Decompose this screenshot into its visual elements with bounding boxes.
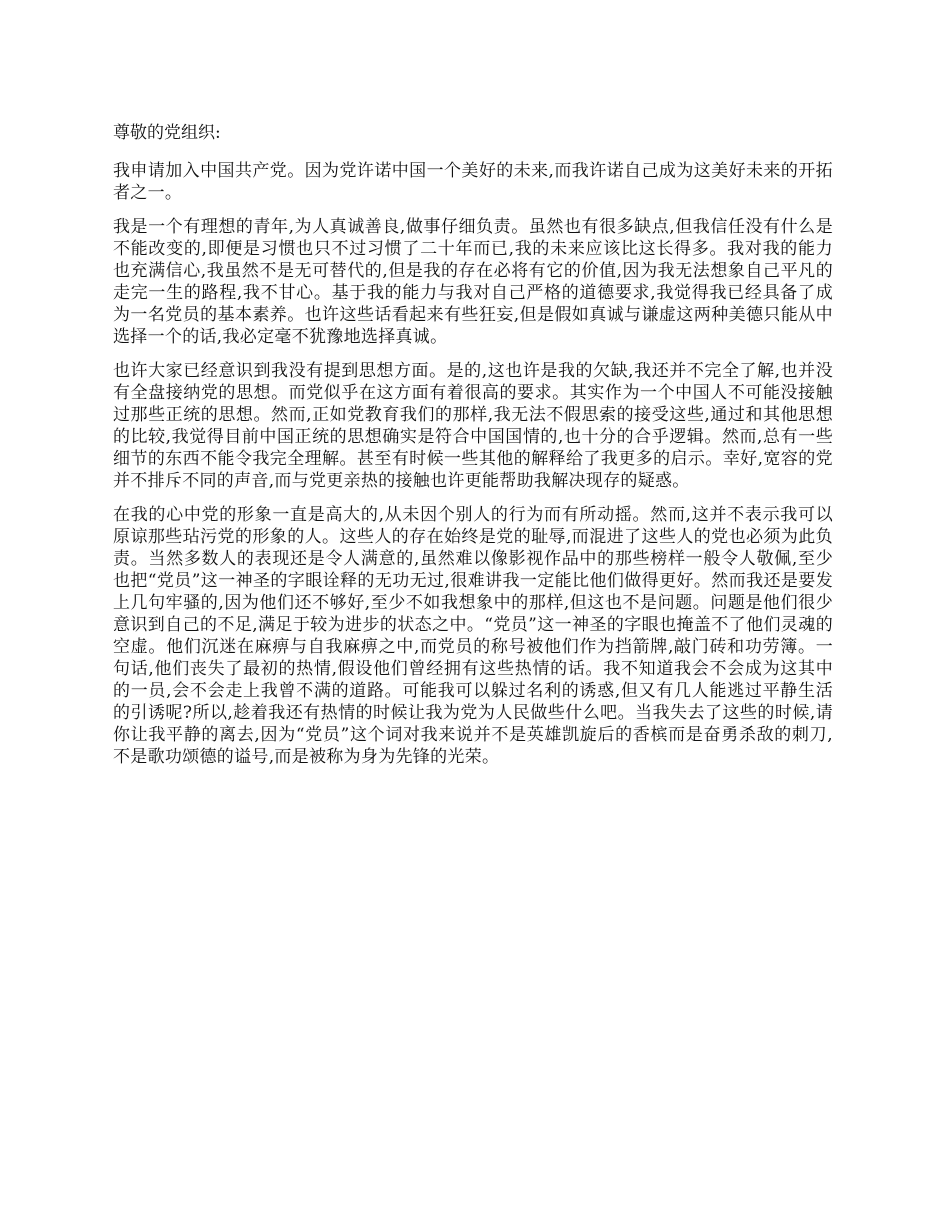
paragraph-2: 我是一个有理想的青年,为人真诚善良,做事仔细负责。虽然也有很多缺点,但我信任没有什么是不能改变的,即便是习惯也只不过习惯了二十年而已,我的未来应该比这长得多。我对我的能力也充满信心,我虽然不是无可替代的,但是我的存在必将有它的价值,因为我无法想象自己平凡的走完一生的路程,我不甘心。基于我的能力与我对自己严格的道德要求,我觉得我已经具备了成为一名党员的基本素养。也许这些话看起来有些狂妄,但是假如真诚与谦虚这两种美德只能从中选择一个的话,我必定毫不犹豫地选择真诚。 bbox=[113, 217, 833, 347]
paragraph-1: 我申请加入中国共产党。因为党许诺中国一个美好的未来,而我许诺自己成为这美好未来的开拓者之一。 bbox=[113, 161, 833, 203]
salutation: 尊敬的党组织: bbox=[113, 123, 221, 143]
document-page bbox=[113, 122, 833, 780]
paragraph-4: 在我的心中党的形象一直是高大的,从未因个别人的行为而有所动摇。然而,这并不表示我可以原谅那些玷污党的形象的人。这些人的存在始终是党的耻辱,而混进了这些人的党也必须为此负责。当然多数人的表现还是令人满意的,虽然难以像影视作品中的那些榜样一般令人敬佩,至少也把“党员”这一神圣的字眼诠释的无功无过,很难讲我一定能比他们做得更好。然而我还是要发上几句牢骚的,因为他们还不够好,至少不如我想象中的那样,但这也不是问题。问题是他们很少意识到自己的不足,满足于较为进步的状态之中。“党员”这一神圣的字眼也掩盖不了他们灵魂的空虚。他们沉迷在麻痹与自我麻痹之中,而党员的称号被他们作为挡箭牌,敲门砖和功劳簿。一句话,他们丧失了最初的热情,假设他们曾经拥有这些热情的话。我不知道我会不会成为这其中的一员,会不会走上我曾不满的道路。可能我可以躲过名利的诱惑,但又有几人能逃过平静生活的引诱呢?所以,趁着我还有热情的时候让我为党为人民做些什么吧。当我失去了这些的时候,请你让我平静的离去,因为“党员”这个词对我来说并不是英雄凯旋后的香槟而是奋勇杀敌的刺刀,不是歌功颂德的谥号,而是被称为身为先锋的光荣。 bbox=[113, 505, 833, 767]
paragraph-3: 也许大家已经意识到我没有提到思想方面。是的,这也许是我的欠缺,我还并不完全了解,也并没有全盘接纳党的思想。而党似乎在这方面有着很高的要求。其实作为一个中国人不可能没接触过那些正统的思想。然而,正如党教育我们的那样,我无法不假思索的接受这些,通过和其他思想的比较,我觉得目前中国正统的思想确实是符合中国国情的,也十分的合乎逻辑。然而,总有一些细节的东西不能令我完全理解。甚至有时候一些其他的解释给了我更多的启示。幸好,宽容的党并不排斥不同的声音,而与党更亲热的接触也许更能帮助我解决现存的疑惑。 bbox=[113, 361, 833, 491]
